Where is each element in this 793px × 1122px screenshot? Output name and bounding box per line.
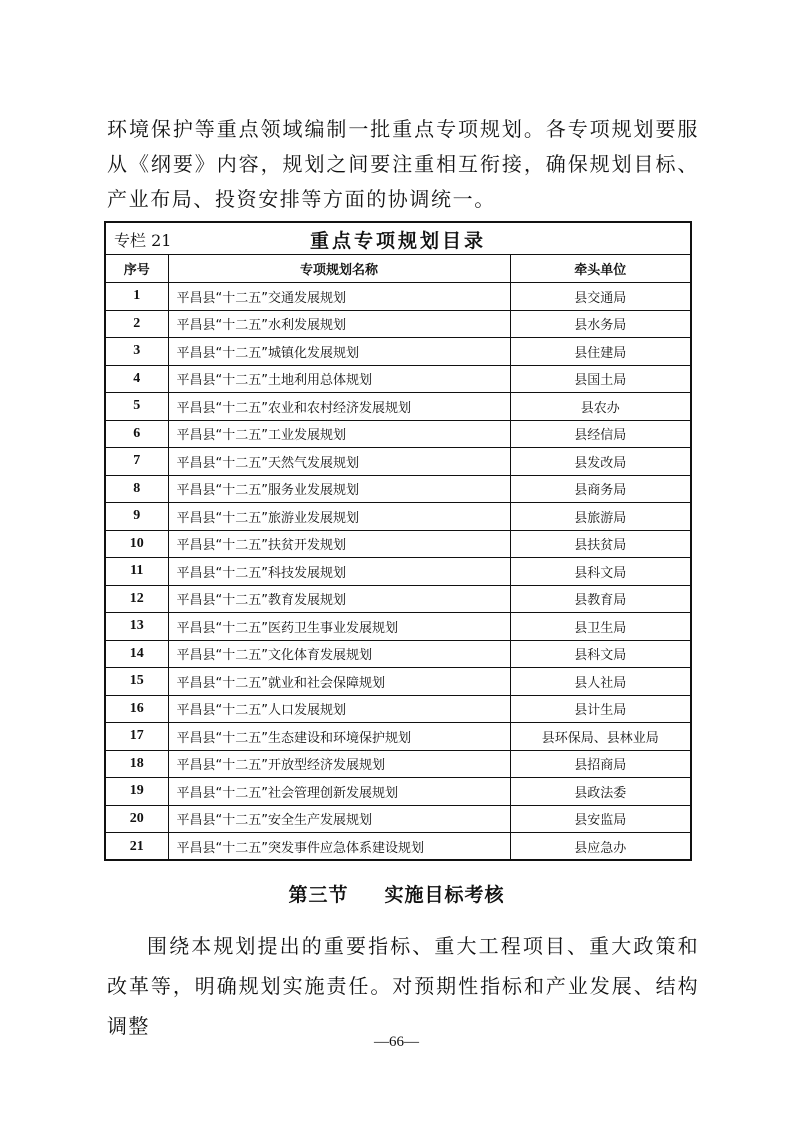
lead-unit: 县卫生局 <box>510 613 690 641</box>
table-row <box>106 723 690 751</box>
row-number: 21 <box>106 833 168 861</box>
plan-name: 平昌县“十二五”旅游业发展规划 <box>168 503 510 531</box>
box-label: 专栏 21 <box>114 231 172 250</box>
lead-unit: 县水务局 <box>510 310 690 338</box>
plan-name: 平昌县“十二五”交通发展规划 <box>168 283 510 311</box>
table-row <box>106 833 690 861</box>
lead-unit: 县经信局 <box>510 420 690 448</box>
table-row <box>106 668 690 696</box>
table-row <box>106 475 690 503</box>
row-number: 1 <box>106 283 168 311</box>
plan-name: 平昌县“十二五”工业发展规划 <box>168 420 510 448</box>
row-number: 6 <box>106 420 168 448</box>
lead-unit: 县农办 <box>510 393 690 421</box>
plan-name: 平昌县“十二五”天然气发展规划 <box>168 448 510 476</box>
table-row <box>106 420 690 448</box>
table-row <box>106 750 690 778</box>
plan-name: 平昌县“十二五”城镇化发展规划 <box>168 338 510 366</box>
outro-paragraph: 围绕本规划提出的重要指标、重大工程项目、重大政策和改革等，明确规划实施责任。对预期性指标和产业发展、结构调整 <box>107 934 699 1038</box>
row-number: 11 <box>106 558 168 586</box>
row-number: 13 <box>106 613 168 641</box>
table-row <box>106 530 690 558</box>
lead-unit: 县科文局 <box>510 640 690 668</box>
table-row <box>106 640 690 668</box>
table-row <box>106 393 690 421</box>
plan-name: 平昌县“十二五”科技发展规划 <box>168 558 510 586</box>
plan-name: 平昌县“十二五”就业和社会保障规划 <box>168 668 510 696</box>
table-header-row <box>106 255 690 283</box>
row-number: 15 <box>106 668 168 696</box>
column-header-number: 序号 <box>106 255 168 283</box>
row-number: 8 <box>106 475 168 503</box>
plan-name: 平昌县“十二五”社会管理创新发展规划 <box>168 778 510 806</box>
row-number: 5 <box>106 393 168 421</box>
lead-unit: 县商务局 <box>510 475 690 503</box>
lead-unit: 县环保局、县林业局 <box>510 723 690 751</box>
plan-name: 平昌县“十二五”农业和农村经济发展规划 <box>168 393 510 421</box>
plan-name: 平昌县“十二五”生态建设和环境保护规划 <box>168 723 510 751</box>
table-row <box>106 310 690 338</box>
lead-unit: 县人社局 <box>510 668 690 696</box>
lead-unit: 县教育局 <box>510 585 690 613</box>
table-row <box>106 613 690 641</box>
row-number: 16 <box>106 695 168 723</box>
table-row <box>106 365 690 393</box>
lead-unit: 县科文局 <box>510 558 690 586</box>
row-number: 12 <box>106 585 168 613</box>
row-number: 10 <box>106 530 168 558</box>
page-number: —66— <box>374 1034 419 1050</box>
plan-name: 平昌县“十二五”医药卫生事业发展规划 <box>168 613 510 641</box>
plan-name: 平昌县“十二五”扶贫开发规划 <box>168 530 510 558</box>
row-number: 14 <box>106 640 168 668</box>
plan-name: 平昌县“十二五”教育发展规划 <box>168 585 510 613</box>
plan-name: 平昌县“十二五”文化体育发展规划 <box>168 640 510 668</box>
section-title: 实施目标考核 <box>384 884 505 906</box>
lead-unit: 县发改局 <box>510 448 690 476</box>
lead-unit: 县国土局 <box>510 365 690 393</box>
row-number: 20 <box>106 805 168 833</box>
plan-name: 平昌县“十二五”土地利用总体规划 <box>168 365 510 393</box>
box-title: 重点专项规划目录 <box>309 230 486 252</box>
box-header <box>106 223 690 255</box>
plan-name: 平昌县“十二五”突发事件应急体系建设规划 <box>168 833 510 861</box>
section-heading <box>0 880 793 907</box>
row-number: 17 <box>106 723 168 751</box>
lead-unit: 县扶贫局 <box>510 530 690 558</box>
plan-catalog-box <box>104 221 692 861</box>
table-row <box>106 778 690 806</box>
plan-name: 平昌县“十二五”服务业发展规划 <box>168 475 510 503</box>
column-header-lead-unit: 牵头单位 <box>510 255 690 283</box>
table-row <box>106 805 690 833</box>
lead-unit: 县安监局 <box>510 805 690 833</box>
section-number: 第三节 <box>288 884 349 906</box>
intro-text <box>107 112 699 217</box>
row-number: 7 <box>106 448 168 476</box>
plan-name: 平昌县“十二五”人口发展规划 <box>168 695 510 723</box>
table-row <box>106 585 690 613</box>
table-row <box>106 448 690 476</box>
column-header-plan-name: 专项规划名称 <box>168 255 510 283</box>
table-body <box>106 283 690 861</box>
row-number: 19 <box>106 778 168 806</box>
table-row <box>106 695 690 723</box>
row-number: 9 <box>106 503 168 531</box>
lead-unit: 县交通局 <box>510 283 690 311</box>
table-row <box>106 283 690 311</box>
plan-table <box>106 255 690 860</box>
plan-name: 平昌县“十二五”安全生产发展规划 <box>168 805 510 833</box>
plan-name: 平昌县“十二五”开放型经济发展规划 <box>168 750 510 778</box>
lead-unit: 县计生局 <box>510 695 690 723</box>
lead-unit: 县住建局 <box>510 338 690 366</box>
lead-unit: 县旅游局 <box>510 503 690 531</box>
lead-unit: 县政法委 <box>510 778 690 806</box>
body-text <box>107 926 699 1046</box>
table-row <box>106 503 690 531</box>
table-row <box>106 338 690 366</box>
row-number: 2 <box>106 310 168 338</box>
row-number: 4 <box>106 365 168 393</box>
table-row <box>106 558 690 586</box>
plan-name: 平昌县“十二五”水利发展规划 <box>168 310 510 338</box>
row-number: 3 <box>106 338 168 366</box>
row-number: 18 <box>106 750 168 778</box>
intro-paragraph: 环境保护等重点领域编制一批重点专项规划。各专项规划要服从《纲要》内容，规划之间要注重相互衔接，确保规划目标、产业布局、投资安排等方面的协调统一。 <box>107 117 699 211</box>
lead-unit: 县应急办 <box>510 833 690 861</box>
lead-unit: 县招商局 <box>510 750 690 778</box>
